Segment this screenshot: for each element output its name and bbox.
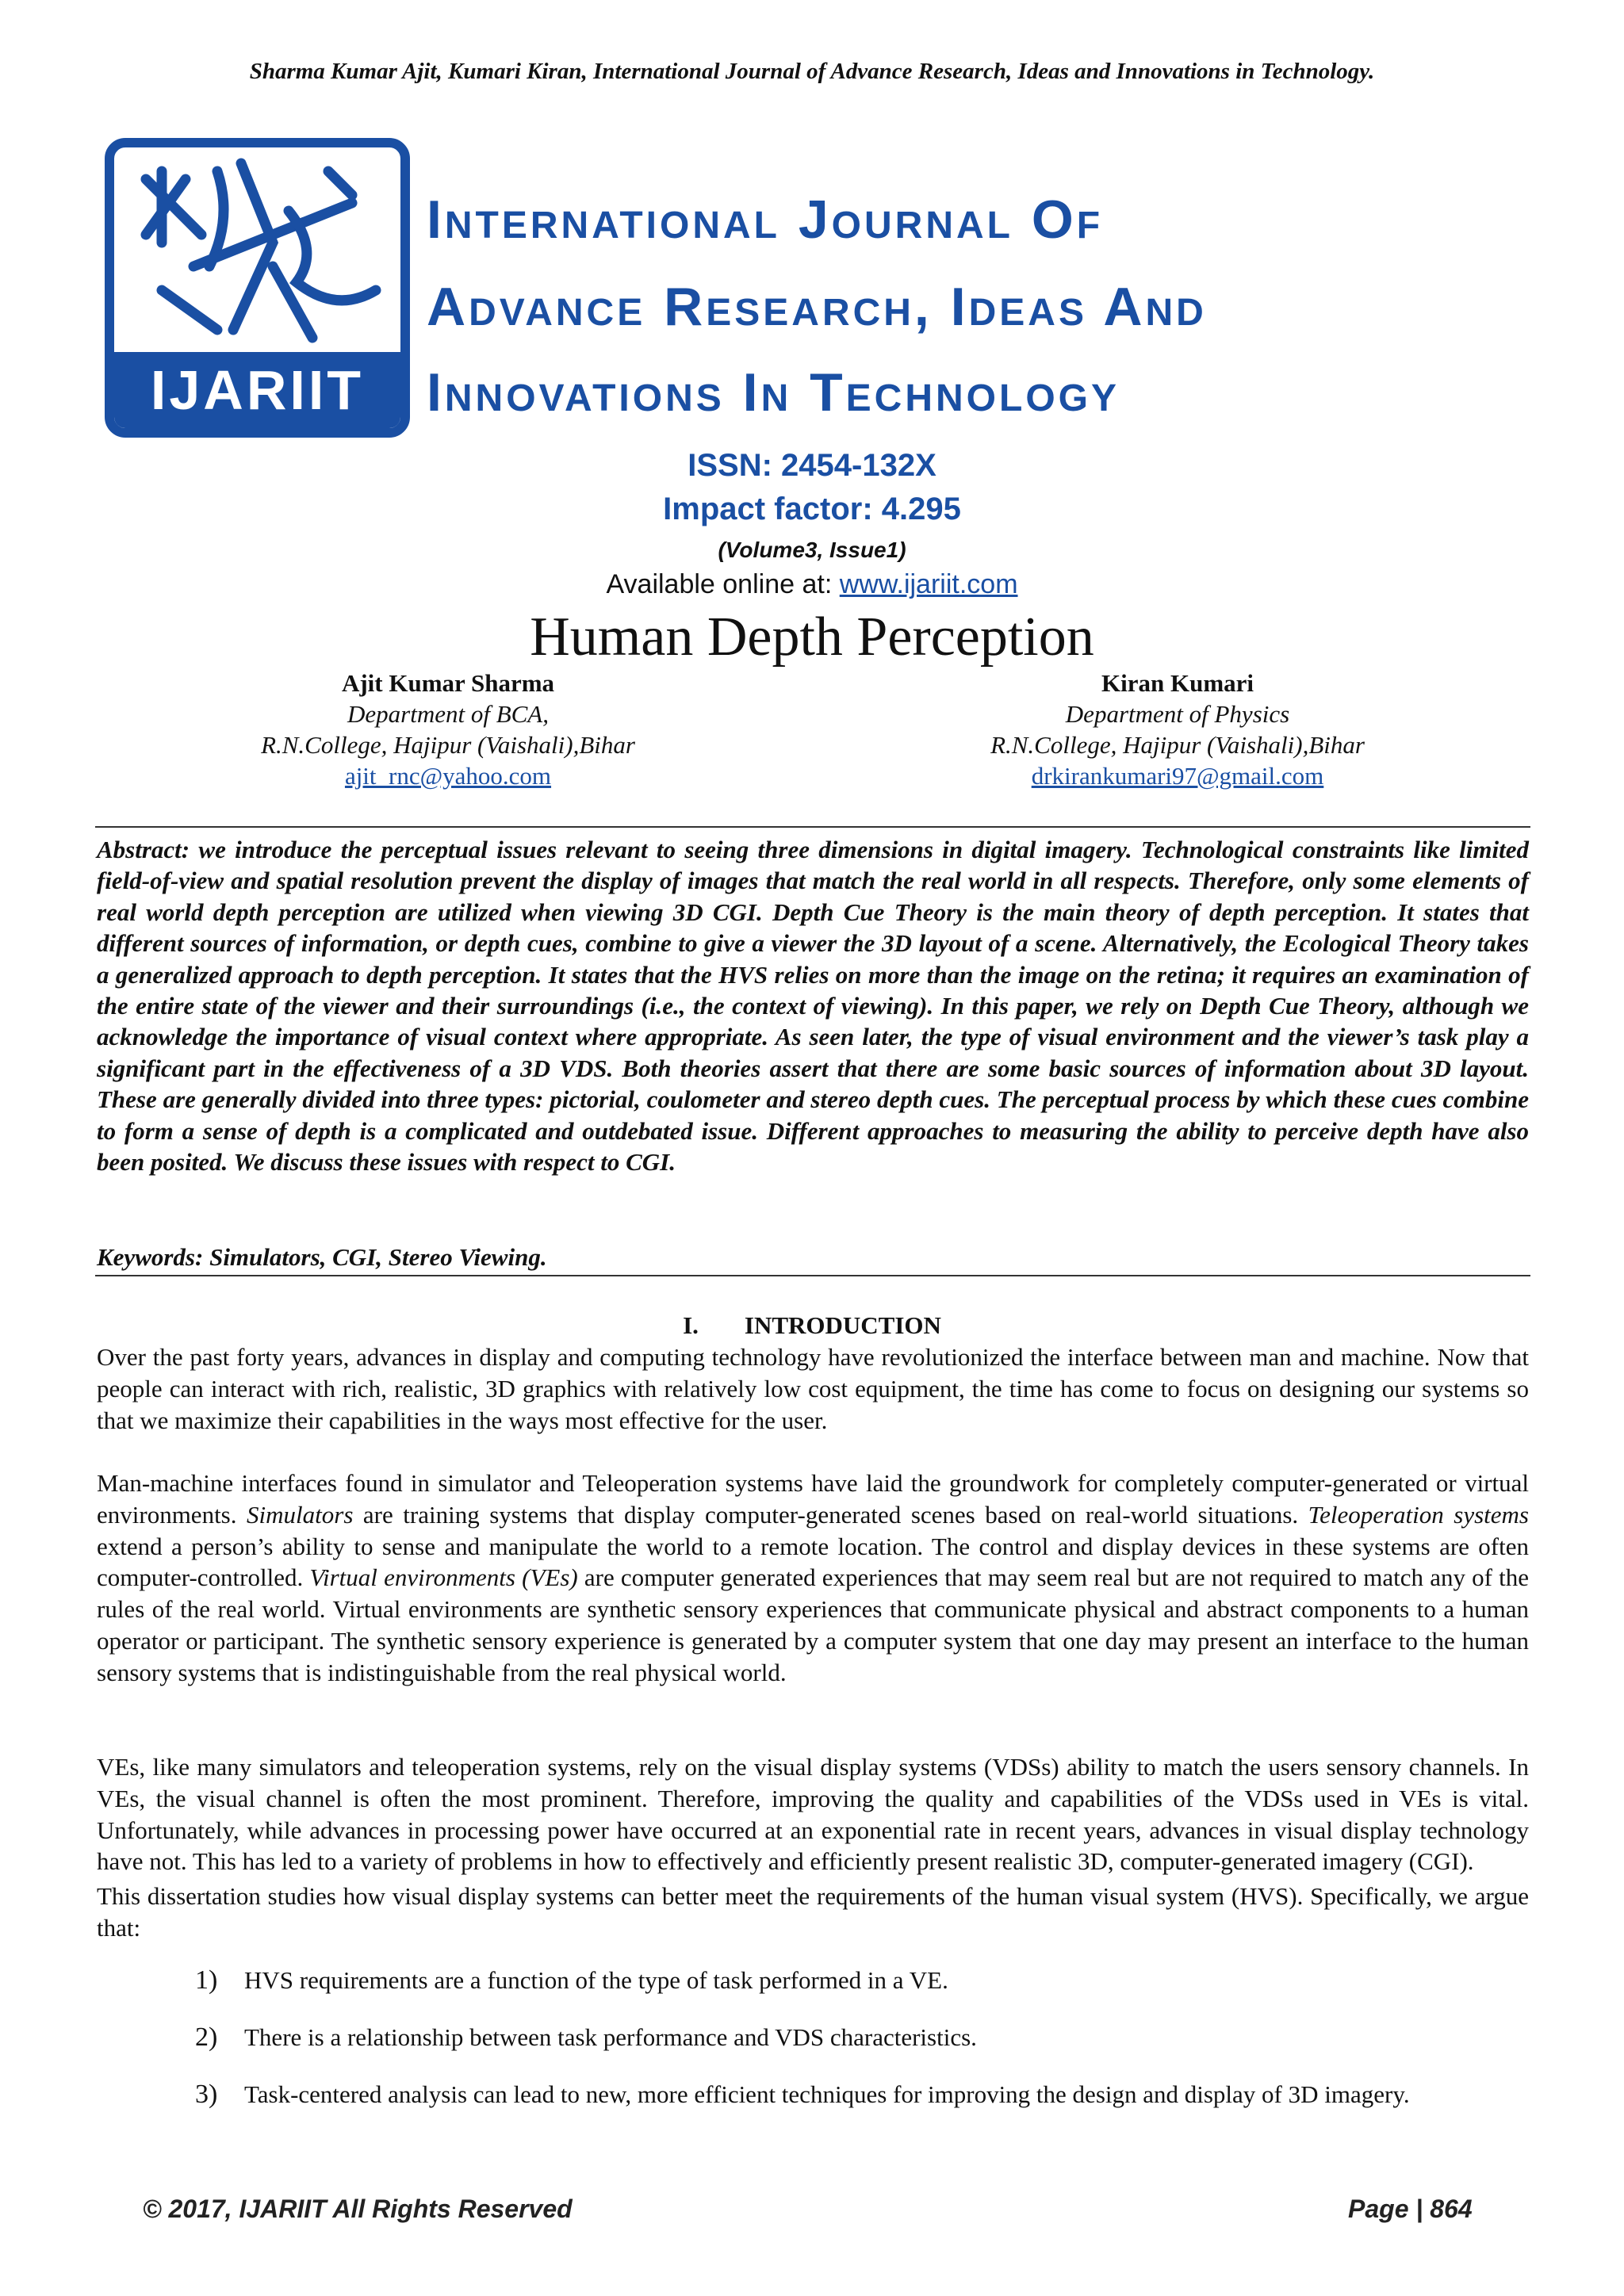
author-name: Kiran Kumari — [1101, 669, 1254, 697]
available-label: Available online at: — [606, 569, 840, 599]
author-department: Department of Physics — [1065, 700, 1290, 728]
section-title: INTRODUCTION — [744, 1311, 941, 1339]
divider — [95, 1275, 1530, 1276]
paper-title: Human Depth Perception — [530, 607, 1094, 668]
paragraph: Man-machine interfaces found in simulator and Teleoperation systems have laid the groundwork for completely computer-generated or virtual environments. Simulators are training systems that display computer-generated scenes based on real-world situations. Teleoperation systems extend a person’s ability to sense and manipulate the world to a remote location. The control and display devices in these systems are often computer-controlled. Virtual environments (VEs) are computer generated experiences that may seem real but are not required to match any of the rules of the real world. Virtual environments are synthetic sensory experiences that communicate physical and abstract components to a human operator or participant. The synthetic sensory experience is generated by a computer system that one day may present an interface to the human sensory systems that is indistinguishable from the real physical world. — [97, 1469, 1529, 1686]
section-heading — [0, 1311, 1624, 1340]
author-college: R.N.College, Hajipur (Vaishali),Bihar — [261, 731, 635, 759]
author-block-2 — [928, 668, 1427, 791]
divider — [95, 826, 1530, 828]
author-email-link[interactable]: drkirankumari97@gmail.com — [1031, 762, 1324, 790]
author-email-link[interactable]: ajit_rnc@yahoo.com — [344, 762, 552, 790]
journal-title-line-3: Innovations In Technology — [427, 362, 1120, 423]
term-virtual-environments: Virtual environments (VEs) — [309, 1563, 578, 1592]
journal-website-link[interactable]: www.ijariit.com — [839, 569, 1018, 599]
author-department: Department of BCA, — [347, 700, 549, 728]
abstract: Abstract: we introduce the perceptual issues relevant to seeing three dimensions in digital imagery. Technological constraints like limited field-of-view and spatial resolution prevent the display of images that match the real world in all respects. Therefore, only some elements of real world depth perception are utilized when viewing 3D CGI. Depth Cue Theory is the main theory of depth perception. It states that different sources of information, or depth cues, combine to give a viewer the 3D layout of a scene. Alternatively, the Ecological Theory takes a generalized approach to depth perception. It states that the HVS relies on more than the image on the retina; it requires an examination of the entire state of the viewer and their surroundings (i.e., the context of viewing). In this paper, we rely on Depth Cue Theory, although we acknowledge the importance of visual context where appropriate. As seen later, the type of visual environment and the viewer’s task play a significant part in the effectiveness of a 3D VDS. Both theories assert that there are some basic sources of information about 3D layout. These are generally divided into three types: pictorial, coulometer and stereo depth cues. The perceptual process by which these cues combine to form a sense of depth is a complicated and outdebated issue. Different approaches to measuring the ability to perceive depth have also been posited. We discuss these issues with respect to CGI. — [97, 836, 1529, 1177]
issn: ISSN: 2454-132X — [688, 448, 936, 483]
term-teleoperation: Teleoperation systems — [1308, 1500, 1529, 1529]
running-head: Sharma Kumar Ajit, Kumari Kiran, International Journal of Advance Research, Ideas and Innovations in Technology. — [249, 59, 1375, 84]
author-block-1 — [198, 668, 698, 791]
logo-text: IJARIIT — [114, 352, 400, 428]
paragraph: This dissertation studies how visual display systems can better meet the requirements of the human visual system (HVS). Specifically, we argue that: — [97, 1882, 1529, 1942]
journal-title-line-2: Advance Research, Ideas And — [427, 277, 1207, 337]
section-number: I. — [683, 1311, 699, 1339]
footer-page-number: Page | 864 — [1348, 2195, 1473, 2223]
paragraph: Over the past forty years, advances in display and computing technology have revolutionized the interface between man and machine. Now that people can interact with rich, realistic, 3D graphics with relatively low cost equipment, the time has come to focus on designing our systems so that we maximize their capabilities in the ways most effective for the user. — [97, 1343, 1529, 1434]
volume-issue: (Volume3, Issue1) — [718, 538, 906, 562]
author-college: R.N.College, Hajipur (Vaishali),Bihar — [990, 731, 1365, 759]
impact-factor: Impact factor: 4.295 — [663, 492, 961, 526]
journal-logo — [105, 138, 410, 438]
author-name: Ajit Kumar Sharma — [341, 669, 555, 697]
journal-title-line-1: International Journal Of — [427, 189, 1104, 250]
available-online — [0, 569, 1624, 600]
footer-copyright: © 2017, IJARIIT All Rights Reserved — [143, 2195, 573, 2223]
keywords: Keywords: Simulators, CGI, Stereo Viewing. — [97, 1243, 547, 1271]
term-simulators: Simulators — [247, 1500, 354, 1529]
paragraph: VEs, like many simulators and teleoperation systems, rely on the visual display systems (VDSs) ability to match the users sensory channels. In VEs, the visual channel is often the most prominent. Therefore, improving the quality and capabilities of the VDSs used in VEs is vital. Unfortunately, while advances in processing power have occurred at an exponential rate in recent years, advances in visual display technology have not. This has led to a variety of problems in how to effectively and efficiently present realistic 3D, computer-generated imagery (CGI). — [97, 1753, 1529, 1876]
logo-emblem-icon — [114, 147, 400, 352]
